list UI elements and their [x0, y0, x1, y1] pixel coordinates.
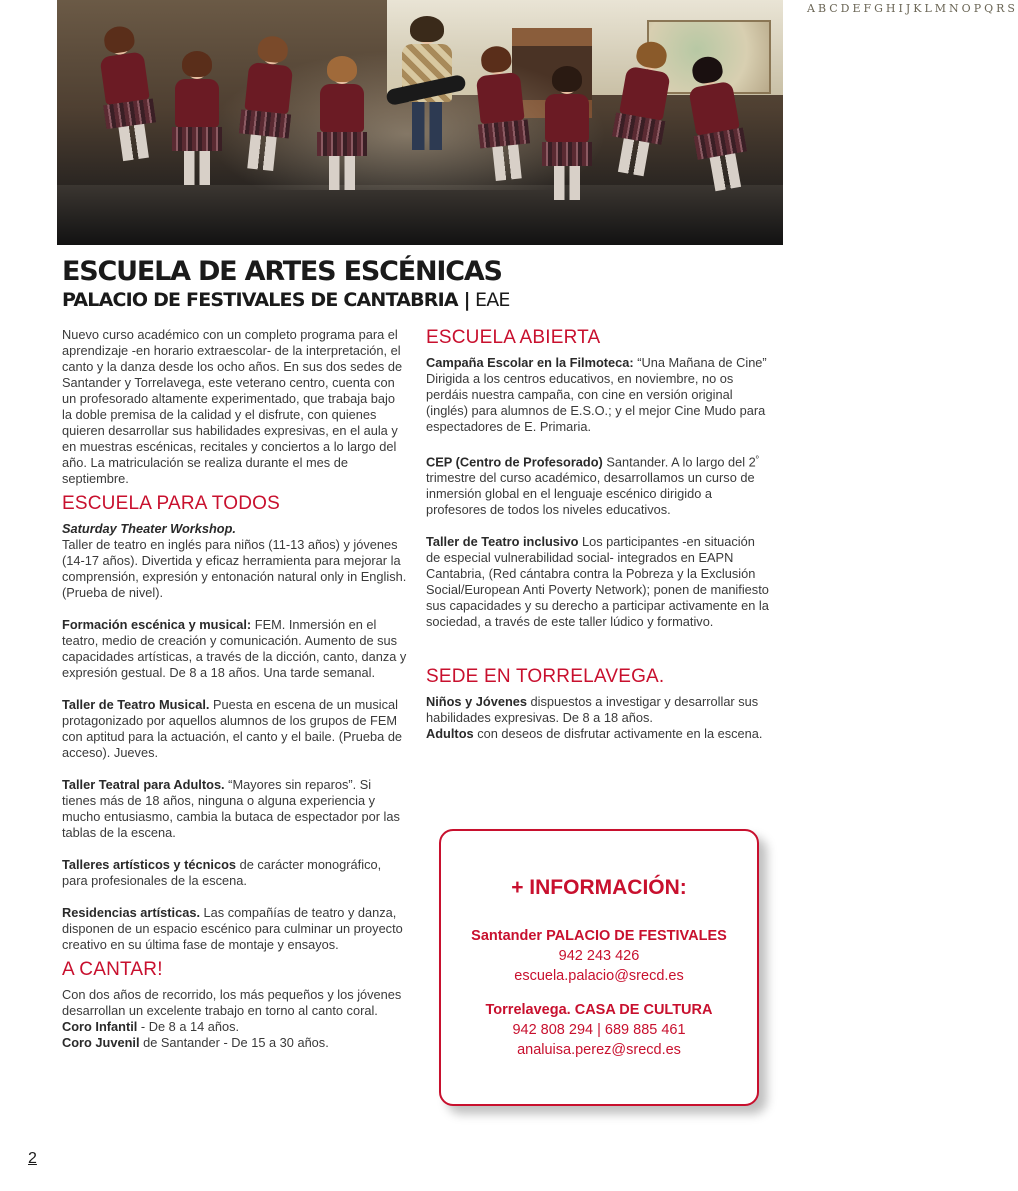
page-title: ESCUELA DE ARTES ESCÉNICAS [62, 256, 502, 287]
performer-figure [172, 55, 222, 185]
residencias-paragraph: Residencias artísticas. Las compañías de teatro y danza, disponen de un espacio escénico para culminar un proyecto creativo en su última fase de montaje y ensayos. [62, 905, 403, 952]
santander-contact [441, 926, 757, 986]
left-column [62, 327, 407, 1051]
campana-paragraph: Campaña Escolar en la Filmoteca: “Una Mañana de Cine” Dirigida a los centros educativos, en noviembre, no os perdáis nuestra campaña, con cine en versión original (inglés) para alumnos de E.S.O.; y el mejor Cine Mudo para espectadores de E. Primaria. [426, 355, 767, 434]
hero-photo [57, 0, 1018, 245]
intro-paragraph: Nuevo curso académico con un completo programa para el aprendizaje -en horario extraescolar- de la interpretación, el canto y la danza desde los ocho años. En sus dos sedes de Santander y Torrelavega, este veterano centro, cuenta con un profesorado altamente experimentado, que trabaja bajo la doble premisa de la calidad y el disfrute, con quienes quieren desarrollar sus habilidades expresivas, en el aula y en muestras escénicas, recitales y conciertos a lo largo del año. La matriculación se realiza durante el mes de septiembre. [62, 327, 403, 486]
page-subtitle [62, 289, 510, 311]
teatro-inclusivo-paragraph: Taller de Teatro inclusivo Los participantes -en situación de especial vulnerabilidad social- integrados en EAPN Cantabria, (Red cántabra contra la Pobreza y la Exclusión Social/European Anti Poverty Network); ponen de manifiesto sus capacidades y su derecho a participar activamente en la sociedad, a través de este taller lúdico y formativo. [426, 534, 769, 630]
torrelavega-email-link[interactable]: analuisa.perez@srecd.es [517, 1042, 681, 1058]
blackboard-letters: ABCDEFGHIJKLMNOPQRS [807, 2, 1018, 15]
coro-infantil-line: Coro Infantil - De 8 a 14 años. [62, 1019, 240, 1034]
right-column [426, 327, 772, 742]
santander-heading: Santander PALACIO DE FESTIVALES [471, 928, 727, 944]
teacher-with-guitar-figure [402, 20, 452, 150]
torrelavega-contact [441, 1000, 757, 1060]
saturday-workshop-heading: Saturday Theater Workshop. [62, 521, 236, 536]
teatro-musical-paragraph: Taller de Teatro Musical. Puesta en escena de un musical protagonizado por aquellos alumnos de los grupos de FEM con aptitud para la actuación, el canto y el baile. (Prueba de acceso). Jueves. [62, 697, 403, 760]
ninos-jovenes-paragraph: Niños y Jóvenes dispuestos a investigar y desarrollar sus habilidades expresivas. De 8 a 18 años. [426, 694, 759, 726]
stage-floor [57, 185, 783, 245]
adultos-paragraph: Adultos con deseos de disfrutar activamente en la escena. [426, 726, 763, 742]
cep-paragraph: CEP (Centro de Profesorado) Santander. A lo largo del $2^º$ trimestre del curso académico, desarrollamos un curso de inmersión global en el lenguaje escénico dirigido a profesores de todos los niveles educativos. [426, 454, 759, 518]
section-title-a-cantar: A CANTAR! [62, 959, 163, 980]
torrelavega-heading: Torrelavega. CASA DE CULTURA [485, 1002, 713, 1018]
teatral-adultos-paragraph: Taller Teatral para Adultos. “Mayores sin reparos”. Si tienes más de 18 años, ninguna o alguna experiencia y mucho entusiasmo, cambia la butaca de espectador por las tablas de la escena. [62, 777, 400, 840]
section-title-escuela-para-todos: ESCUELA PARA TODOS [62, 493, 280, 514]
performer-figure [317, 60, 367, 190]
section-title-sede-torrelavega: SEDE EN TORRELAVEGA. [426, 666, 665, 688]
santander-phone[interactable]: 942 243 426 [558, 948, 640, 964]
coro-juvenil-line: Coro Juvenil de Santander - De 15 a 30 años. [62, 1035, 329, 1050]
torrelavega-phone[interactable]: 942 808 294 | 689 885 461 [512, 1022, 686, 1038]
performer-figure [542, 70, 592, 200]
page-number: 2 [28, 1150, 37, 1167]
cantar-paragraph: Con dos años de recorrido, los más pequeños y los jóvenes desarrollan un excelente trabajo en torno al canto coral. [62, 987, 402, 1018]
saturday-workshop-text: Taller de teatro en inglés para niños (11-13 años) y jóvenes (14-17 años). Divertida y eficaz herramienta para mejorar la comprensión, expresión y entonación natural only in English. (Prueba de nivel). [62, 537, 407, 600]
info-title: + INFORMACIÓN: [511, 876, 687, 899]
subtitle-bold: PALACIO DE FESTIVALES DE CANTABRIA | [62, 289, 470, 311]
info-box [439, 829, 759, 1106]
performer-figure [93, 27, 161, 163]
section-title-escuela-abierta: ESCUELA ABIERTA [426, 327, 601, 348]
santander-email-link[interactable]: escuela.palacio@srecd.es [514, 968, 684, 984]
formacion-paragraph: Formación escénica y musical: FEM. Inmersión en el teatro, medio de creación y comunicación. Aumento de sus capacidades artísticas, a través de la dicción, canto, danza y expresión gestual. De 8 a 18 años. Una tarde semanal. [62, 617, 407, 680]
subtitle-light: EAE [469, 289, 510, 311]
talleres-paragraph: Talleres artísticos y técnicos de carácter monográfico, para profesionales de la escena. [62, 857, 382, 888]
